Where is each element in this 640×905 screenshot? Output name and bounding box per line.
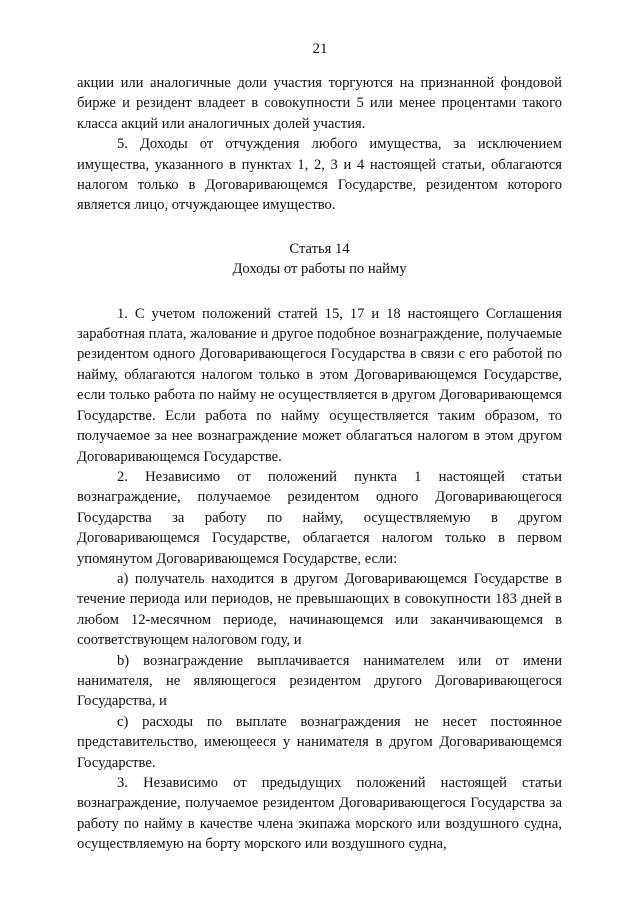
paragraph-item-5: 5. Доходы от отчуждения любого имущества, за исключением имущества, указанного в пунктах 1, 2, 3 и 4 настоящей статьи, облагаются налогом только в Договаривающемся Государстве, резидентом которого является лицо, отчуждающее имущество. <box>77 136 562 214</box>
paragraph-continuation: акции или аналогичные доли участия торгуются на признанной фондовой бирже и резидент владеет в совокупности 5 или менее процентами такого класса акций или аналогичных долей участия. <box>77 75 562 132</box>
paragraph-item-1: 1. С учетом положений статей 15, 17 и 18 настоящего Соглашения заработная плата, жалование и другое подобное вознаграждение, получаемые резидентом одного Договаривающегося Государства в связи с его работой по найму, облагаются налогом только в этом Договаривающемся Государстве, если только работа по найму не осуществляется в другом Договаривающемся Государстве. Если работа по найму осуществляется таким образом, то получаемое за нее вознаграждение может облагаться налогом в этом другом Договаривающемся Государстве. <box>77 305 562 465</box>
document-body <box>77 73 562 855</box>
subparagraph-a: a) получатель находится в другом Договаривающемся Государстве в течение периода или периодов, не превышающих в совокупности 183 дней в любом 12-месячном периоде, начинающемся или заканчивающемся в соответствующем налоговом году, и <box>77 570 562 649</box>
article-title: Доходы от работы по найму <box>232 261 407 278</box>
paragraph-item-3: 3. Независимо от предыдущих положений настоящей статьи вознаграждение, получаемое резидентом Договаривающегося Государства за работу по найму в качестве члена экипажа морского или воздушного судна, осуществляемую на борту морского или воздушного судна, <box>77 775 562 853</box>
article-number: Статья 14 <box>289 240 350 257</box>
paragraph-item-2: 2. Независимо от положений пункта 1 настоящей статьи вознаграждение, получаемое резидентом одного Договаривающегося Государства за работу по найму, осуществляемую в другом Договаривающемся Государстве, облагается налогом только в первом упомянутом Договаривающемся Государстве, если: <box>77 468 562 567</box>
subparagraph-c: c) расходы по выплате вознаграждения не несет постоянное представительство, имеющееся у нанимателя в другом Договаривающемся Государстве. <box>77 713 562 771</box>
subparagraph-b: b) вознаграждение выплачивается нанимателем или от имени нанимателя, не являющегося резидентом другого Договаривающегося Государства, и <box>77 652 562 710</box>
article-heading <box>77 239 562 280</box>
page-number: 21 <box>312 41 328 57</box>
